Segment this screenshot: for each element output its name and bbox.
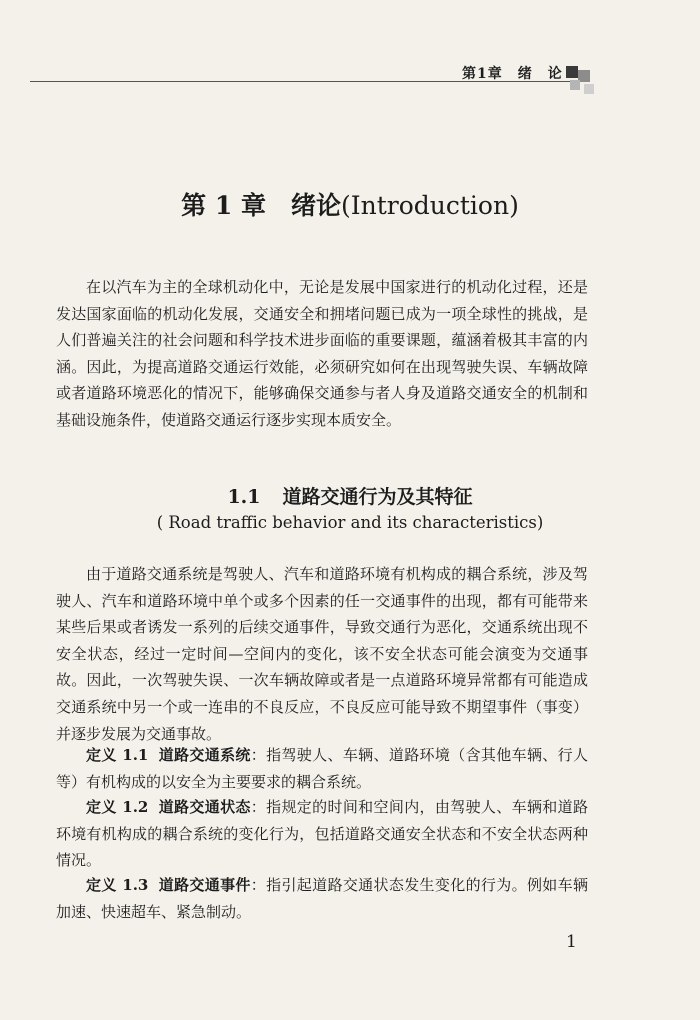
intro-paragraph: 在以汽车为主的全球机动化中，无论是发展中国家进行的机动化过程，还是发达国家面临的机动化发展，交通安全和拥堵问题已成为一项全球性的挑战，是人们普遍关注的社会问题和科学技术进步面临的重要课题，蕴涵着极其丰富的内涵。因此，为提高道路交通运行效能，必须研究如何在出现驾驶失误、车辆故障或者道路环境恶化的情况下，能够确保交通参与者人身及道路交通安全的机制和基础设施条件，使道路交通运行逐步实现本质安全。	[56, 278, 588, 429]
definition-1-1	[56, 742, 588, 795]
definition-term: 道路交通状态	[158, 798, 251, 816]
chapter-title-cn: 第 1 章 绪论	[181, 191, 341, 220]
definition-text: ：指规定的时间和空间内，由驾驶人、车辆和道路环境有机构成的耦合系统的变化行为，包括道路交通安全状态和不安全状态两种情况。	[56, 798, 588, 870]
definition-label: 定义 1.1	[86, 746, 149, 764]
definition-term: 道路交通系统	[158, 746, 251, 764]
running-head: 第1章 绪 论	[462, 66, 563, 82]
page-number: 1	[566, 932, 577, 952]
section-title: 道路交通行为及其特征	[282, 486, 473, 508]
definition-label: 定义 1.2	[86, 798, 149, 816]
definition-1-3	[56, 872, 588, 925]
definition-term: 道路交通事件	[158, 876, 251, 894]
definition-label: 定义 1.3	[86, 876, 149, 894]
section-number: 1.1	[227, 486, 261, 508]
chapter-title	[0, 186, 700, 222]
corner-squares-decoration	[566, 66, 596, 96]
definition-1-2	[56, 794, 588, 874]
section-paragraph: 由于道路交通系统是驾驶人、汽车和道路环境有机构成的耦合系统，涉及驾驶人、汽车和道路环境中单个或多个因素的任一交通事件的出现，都有可能带来某些后果或者诱发一系列的后续交通事件，导致交通行为恶化，交通系统出现不安全状态，经过一定时间—空间内的变化，该不安全状态可能会演变为交通事故。因此，一次驾驶失误、一次车辆故障或者是一点道路环境异常都有可能造成交通系统中另一个或一连串的不良反应，不良反应可能导致不期望事件（事变）并逐步发展为交通事故。	[56, 565, 588, 743]
section-heading	[0, 482, 700, 509]
chapter-title-en: (Introduction)	[340, 191, 519, 220]
section-subtitle-en: ( Road traffic behavior and its characteristics)	[156, 513, 544, 532]
definition-text: ：指引起道路交通状态发生变化的行为。例如车辆加速、快速超车、紧急制动。	[56, 876, 588, 921]
definition-text: ：指驾驶人、车辆、道路环境（含其他车辆、行人等）有机构成的以安全为主要要求的耦合系统。	[56, 746, 588, 791]
